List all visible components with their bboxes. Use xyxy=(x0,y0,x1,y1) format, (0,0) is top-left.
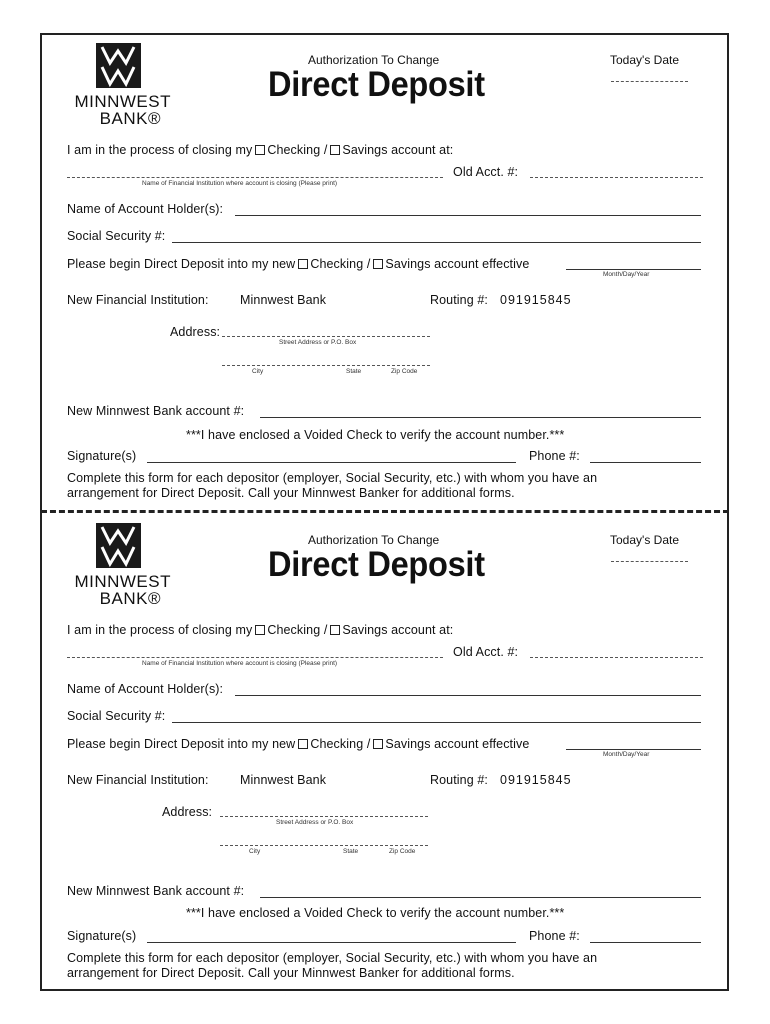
effective-date-field[interactable] xyxy=(566,269,701,270)
date-field[interactable] xyxy=(611,561,688,562)
new-fi-label: New Financial Institution: xyxy=(67,773,209,787)
voided-check-note: ***I have enclosed a Voided Check to verify the account number.*** xyxy=(186,428,565,442)
holder-label: Name of Account Holder(s): xyxy=(67,682,224,696)
begin-prefix: Please begin Direct Deposit into my new xyxy=(67,737,296,751)
form-copy-top xyxy=(0,0,770,500)
footer-line-2: arrangement for Direct Deposit. Call your Minnwest Banker for additional forms. xyxy=(67,486,515,500)
new-account-field[interactable] xyxy=(260,417,701,418)
phone-field[interactable] xyxy=(590,462,701,463)
footer-line-1: Complete this form for each depositor (employer, Social Security, etc.) with whom you have an xyxy=(67,471,598,485)
ssn-label: Social Security #: xyxy=(67,709,166,723)
bank-name-line2: BANK® xyxy=(99,589,161,608)
state-caption: State xyxy=(346,368,362,375)
begin-checking-label: Checking / xyxy=(310,257,371,271)
begin-checking-label: Checking / xyxy=(310,737,371,751)
voided-check-note: ***I have enclosed a Voided Check to verify the account number.*** xyxy=(186,906,565,920)
institution-field[interactable] xyxy=(67,657,443,658)
institution-caption: Name of Financial Institution where account is closing (Please print) xyxy=(142,180,338,187)
bank-name xyxy=(60,573,171,607)
begin-prefix: Please begin Direct Deposit into my new xyxy=(67,257,296,271)
phone-field[interactable] xyxy=(590,942,701,943)
closing-line xyxy=(67,623,453,637)
closing-prefix: I am in the process of closing my xyxy=(67,143,253,157)
bank-name xyxy=(60,93,171,127)
signature-label: Signature(s) xyxy=(67,449,137,463)
ssn-label: Social Security #: xyxy=(67,229,166,243)
old-acct-label: Old Acct. #: xyxy=(453,165,519,179)
footer-line-1: Complete this form for each depositor (employer, Social Security, etc.) with whom you have an xyxy=(67,951,598,965)
street-caption: Street Address or P.O. Box xyxy=(279,339,357,346)
form-title: Direct Deposit xyxy=(268,65,485,104)
new-fi-value: Minnwest Bank xyxy=(240,773,327,787)
begin-line xyxy=(67,257,529,271)
signature-field[interactable] xyxy=(147,462,516,463)
street-field[interactable] xyxy=(222,336,430,337)
date-label: Today's Date xyxy=(610,53,679,67)
closing-line xyxy=(67,143,453,157)
holder-field[interactable] xyxy=(235,215,701,216)
footer-line-2: arrangement for Direct Deposit. Call your Minnwest Banker for additional forms. xyxy=(67,966,515,980)
form-title: Direct Deposit xyxy=(268,545,485,584)
state-caption: State xyxy=(343,848,359,855)
address-label: Address: xyxy=(162,805,213,819)
begin-checking-checkbox[interactable] xyxy=(298,259,308,269)
closing-prefix: I am in the process of closing my xyxy=(67,623,253,637)
closing-checking-checkbox[interactable] xyxy=(255,625,265,635)
bank-name-line1: MINNWEST xyxy=(74,572,171,591)
bank-name-line1: MINNWEST xyxy=(74,92,171,111)
ssn-field[interactable] xyxy=(172,722,701,723)
closing-savings-label: Savings account at: xyxy=(342,623,454,637)
effective-date-field[interactable] xyxy=(566,749,701,750)
signature-field[interactable] xyxy=(147,942,516,943)
begin-savings-checkbox[interactable] xyxy=(373,259,383,269)
address-label: Address: xyxy=(170,325,221,339)
begin-line xyxy=(67,737,529,751)
date-label: Today's Date xyxy=(610,533,679,547)
new-fi-label: New Financial Institution: xyxy=(67,293,209,307)
routing-value: 091915845 xyxy=(500,773,572,787)
minnwest-logo-icon xyxy=(96,523,141,568)
old-acct-field[interactable] xyxy=(530,657,703,658)
street-caption: Street Address or P.O. Box xyxy=(276,819,354,826)
signature-label: Signature(s) xyxy=(67,929,137,943)
begin-savings-label: Savings account effective xyxy=(385,257,530,271)
zip-caption: Zip Code xyxy=(391,368,418,375)
city-state-zip-field[interactable] xyxy=(220,845,428,846)
date-field[interactable] xyxy=(611,81,688,82)
routing-label: Routing #: xyxy=(430,293,488,307)
new-account-label: New Minnwest Bank account #: xyxy=(67,884,245,898)
form-subtitle: Authorization To Change xyxy=(308,533,440,547)
begin-checking-checkbox[interactable] xyxy=(298,739,308,749)
phone-label: Phone #: xyxy=(529,929,580,943)
zip-caption: Zip Code xyxy=(389,848,416,855)
new-fi-value: Minnwest Bank xyxy=(240,293,327,307)
city-caption: City xyxy=(252,368,264,375)
holder-field[interactable] xyxy=(235,695,701,696)
old-acct-field[interactable] xyxy=(530,177,703,178)
old-acct-label: Old Acct. #: xyxy=(453,645,519,659)
form-subtitle: Authorization To Change xyxy=(308,53,440,67)
closing-savings-checkbox[interactable] xyxy=(330,145,340,155)
phone-label: Phone #: xyxy=(529,449,580,463)
city-caption: City xyxy=(249,848,261,855)
closing-checking-label: Checking / xyxy=(267,623,328,637)
holder-label: Name of Account Holder(s): xyxy=(67,202,224,216)
bank-name-line2: BANK® xyxy=(99,109,161,128)
closing-checking-checkbox[interactable] xyxy=(255,145,265,155)
begin-savings-checkbox[interactable] xyxy=(373,739,383,749)
closing-savings-checkbox[interactable] xyxy=(330,625,340,635)
date-caption: Month/Day/Year xyxy=(603,271,650,278)
closing-checking-label: Checking / xyxy=(267,143,328,157)
new-account-field[interactable] xyxy=(260,897,701,898)
institution-caption: Name of Financial Institution where account is closing (Please print) xyxy=(142,660,338,667)
form-copy-bottom xyxy=(0,480,770,980)
new-account-label: New Minnwest Bank account #: xyxy=(67,404,245,418)
street-field[interactable] xyxy=(220,816,428,817)
institution-field[interactable] xyxy=(67,177,443,178)
date-caption: Month/Day/Year xyxy=(603,751,650,758)
minnwest-logo-icon xyxy=(96,43,141,88)
routing-value: 091915845 xyxy=(500,293,572,307)
city-state-zip-field[interactable] xyxy=(222,365,430,366)
ssn-field[interactable] xyxy=(172,242,701,243)
closing-savings-label: Savings account at: xyxy=(342,143,454,157)
routing-label: Routing #: xyxy=(430,773,488,787)
begin-savings-label: Savings account effective xyxy=(385,737,530,751)
